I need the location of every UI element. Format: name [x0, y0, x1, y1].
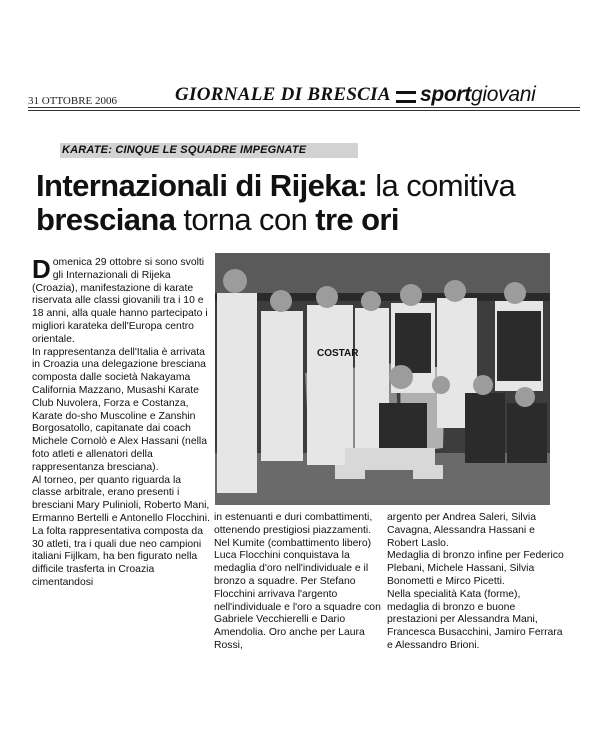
headline-part: la comitiva [367, 168, 516, 203]
article-column-1 [32, 254, 210, 590]
masthead [28, 84, 580, 114]
team-photo [215, 253, 550, 505]
article-paragraph: La folta rappresentativa composta da 30 atleti, tra i quali due neo campioni italiani Fijlkam, ha ben figurato nella difficile trasferta in Croazia cimentandosi [32, 525, 203, 588]
flag-text: COSTAR [317, 348, 359, 359]
article-paragraph: in estenuanti e duri combattimenti, ottenendo prestigiosi piazzamenti. [214, 512, 373, 536]
section-name [420, 83, 539, 107]
paragraph-text: omenica 29 ottobre si sono svolti gli Internazionali di Rijeka (Croazia), manifestazione di karate riservata alle classi giovanili tra i 10 e 18 anni, alla quale hanno partecipato i migliori karateka dell'Europa centro orientale. [32, 257, 208, 345]
headline-part: torna con [175, 202, 316, 237]
headline-line-2 [36, 203, 596, 237]
article-column-3 [387, 512, 565, 653]
kicker: KARATE: CINQUE LE SQUADRE IMPEGNATE [60, 143, 358, 158]
section-name-light: giovani [471, 83, 536, 106]
headline-part: bresciana [36, 202, 176, 237]
headline [36, 169, 596, 237]
article-column-2 [214, 512, 382, 653]
issue-date: 31 OTTOBRE 2006 [28, 95, 118, 107]
article-paragraph: Medaglia di bronzo infine per Federico Plebani, Michele Hassani, Silvia Bonometti e Mirco Picetti. [387, 550, 564, 587]
masthead-rule [28, 107, 580, 108]
section-name-bold: sport [420, 83, 472, 106]
article-paragraph: In rappresentanza dell'Italia è arrivata in Croazia una delegazione bresciana composta dalle società Nakayama California Mazzano, Musashi Karate Club Nuvolera, Forza e Costanza, Karate do-sho Muscoline e Zanshin Borgosatollo, capitanate dai coach Michele Cornolò e Alex Hassani (nella foto atleti e allenatori della rappresentanza bresciana). [32, 346, 207, 473]
double-bar-icon [396, 91, 416, 103]
article-paragraph: Nella specialità Kata (forme), medaglia di bronzo e buone prestazioni per Alessandra Mani, Francesca Busacchini, Jamiro Ferrara e Alessandro Brioni. [387, 588, 563, 651]
article-paragraph [32, 254, 210, 347]
headline-line-1 [36, 169, 596, 203]
article-paragraph: Al torneo, per quanto riguarda la classe arbitrale, erano presenti i bresciani Mary Pulinioli, Roberto Mani, Ermanno Bertelli e Antonello Flocchini. [32, 474, 210, 524]
drop-cap: D [32, 254, 51, 284]
headline-part: tre ori [315, 202, 399, 237]
article-paragraph: argento per Andrea Saleri, Silvia Cavagna, Alessandra Hassani e Robert Laslo. [387, 512, 537, 549]
article-paragraph: Nel Kumite (combattimento libero) Luca Flocchini conquistava la medaglia d'oro nell'individuale e il bronzo a squadre. Per Stefano Flocchini arrivava l'argento nell'individuale e l'oro a squadre con Gabriele Vecchierelli e Dario Amendolia. Oro anche per Laura Rossi, [214, 537, 381, 651]
headline-part: Internazionali di Rijeka: [36, 168, 368, 203]
masthead-rule [28, 110, 580, 111]
newspaper-name: GIORNALE DI BRESCIA [171, 84, 395, 106]
